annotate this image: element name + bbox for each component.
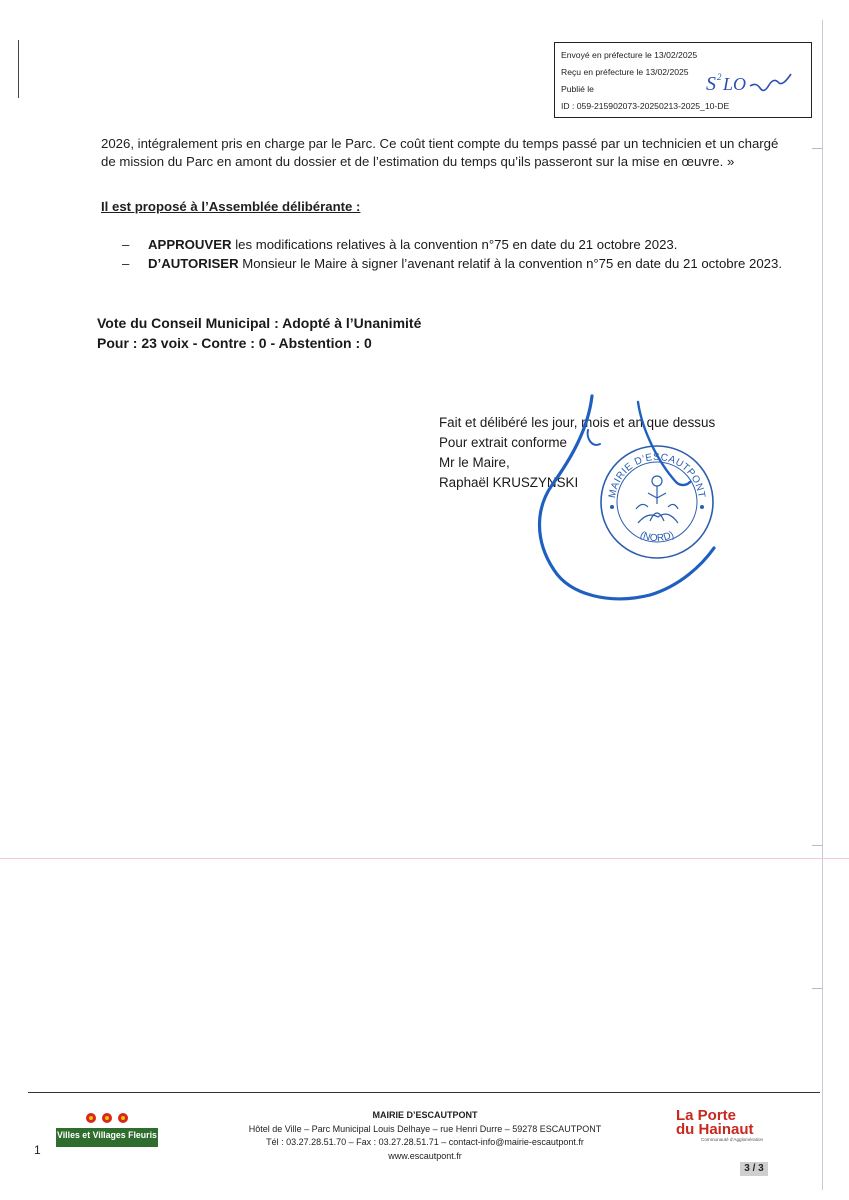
- vote-line: Vote du Conseil Municipal : Adopté à l’Unanimité: [97, 315, 422, 331]
- vote-count-line: Pour : 23 voix - Contre : 0 - Abstention : 0: [97, 335, 372, 351]
- fold-line: [0, 858, 849, 859]
- paragraph-line: 2026, intégralement pris en charge par le Parc. Ce coût tient compte du temps passé par un technicien et un chargé: [101, 136, 779, 151]
- margin-tick: [812, 845, 822, 846]
- signature-line: Mr le Maire,: [439, 455, 510, 470]
- scan-margin-line-right: [822, 20, 823, 1190]
- list-dash: –: [122, 237, 130, 252]
- paragraph-line: de mission du Parc en amont du dossier et de l’estimation du temps qu’ils passeront sur la mise en œuvre. »: [101, 154, 735, 169]
- intro-paragraph: [101, 135, 801, 171]
- proposal-heading: Il est proposé à l’Assemblée délibérante :: [101, 199, 361, 214]
- item-text: Monsieur le Maire à signer l’avenant relatif à la convention n°75 en date du 21 octobre 2023.: [238, 256, 782, 271]
- stamp-id: ID : 059-215902073-20250213-2025_10-DE: [561, 101, 730, 111]
- svg-text:S: S: [706, 73, 716, 95]
- villes-villages-fleuris-logo: [56, 1110, 158, 1148]
- vote-result: [97, 313, 421, 353]
- mayor-name: Raphaël KRUSZYNSKI: [439, 475, 579, 490]
- footer-info: [200, 1109, 650, 1163]
- logo-line: du Hainaut: [676, 1121, 754, 1138]
- footer-address: Hôtel de Ville – Parc Municipal Louis Delhaye – rue Henri Durre – 59278 ESCAUTPONT: [248, 1123, 602, 1134]
- footer-divider: [28, 1092, 820, 1093]
- svg-text:LO: LO: [723, 74, 747, 94]
- scan-margin-line-left: [18, 40, 19, 98]
- list-item: [122, 235, 812, 254]
- porte-du-hainaut-logo: [676, 1109, 776, 1142]
- margin-tick: [812, 148, 822, 149]
- stamp-sent-date: Envoyé en préfecture le 13/02/2025: [561, 50, 698, 60]
- item-keyword: D’AUTORISER: [148, 256, 239, 271]
- stamp-published: Publié le: [561, 84, 594, 94]
- svg-text:(NORD): (NORD): [638, 529, 676, 545]
- handwritten-signature: [530, 390, 730, 610]
- item-text: les modifications relatives à la convention n°75 en date du 21 octobre 2023.: [231, 237, 678, 252]
- item-keyword: APPROUVER: [148, 237, 232, 252]
- svg-text:2: 2: [717, 72, 722, 82]
- proposal-list: [122, 235, 812, 273]
- svg-text:MAIRIE D’ESCAUTPONT: MAIRIE D’ESCAUTPONT: [607, 451, 707, 499]
- footer-title: MAIRIE D’ESCAUTPONT: [372, 1110, 478, 1120]
- signature-line: Fait et délibéré les jour, mois et an que dessus: [439, 415, 716, 430]
- signature-line: Pour extrait conforme: [439, 435, 568, 450]
- list-item: [122, 254, 812, 273]
- flowers-icon: [56, 1110, 158, 1126]
- page-number-badge: 3 / 3: [740, 1162, 768, 1176]
- margin-mark: 1: [34, 1143, 41, 1157]
- footer-website: www.escautpont.fr: [388, 1150, 462, 1161]
- logo-subtitle: Communauté d’Agglomération: [701, 1137, 764, 1142]
- logo-line: La Porte: [676, 1107, 737, 1124]
- footer-contact: Tél : 03.27.28.51.70 – Fax : 03.27.28.51.71 – contact-info@mairie-escautpont.fr: [266, 1137, 584, 1147]
- logo-text: Villes et Villages Fleuris: [57, 1130, 157, 1140]
- stamp-signature-mark: [704, 68, 794, 98]
- list-dash: –: [122, 256, 130, 271]
- margin-tick: [812, 988, 822, 989]
- stamp-received-date: Reçu en préfecture le 13/02/2025: [561, 67, 689, 77]
